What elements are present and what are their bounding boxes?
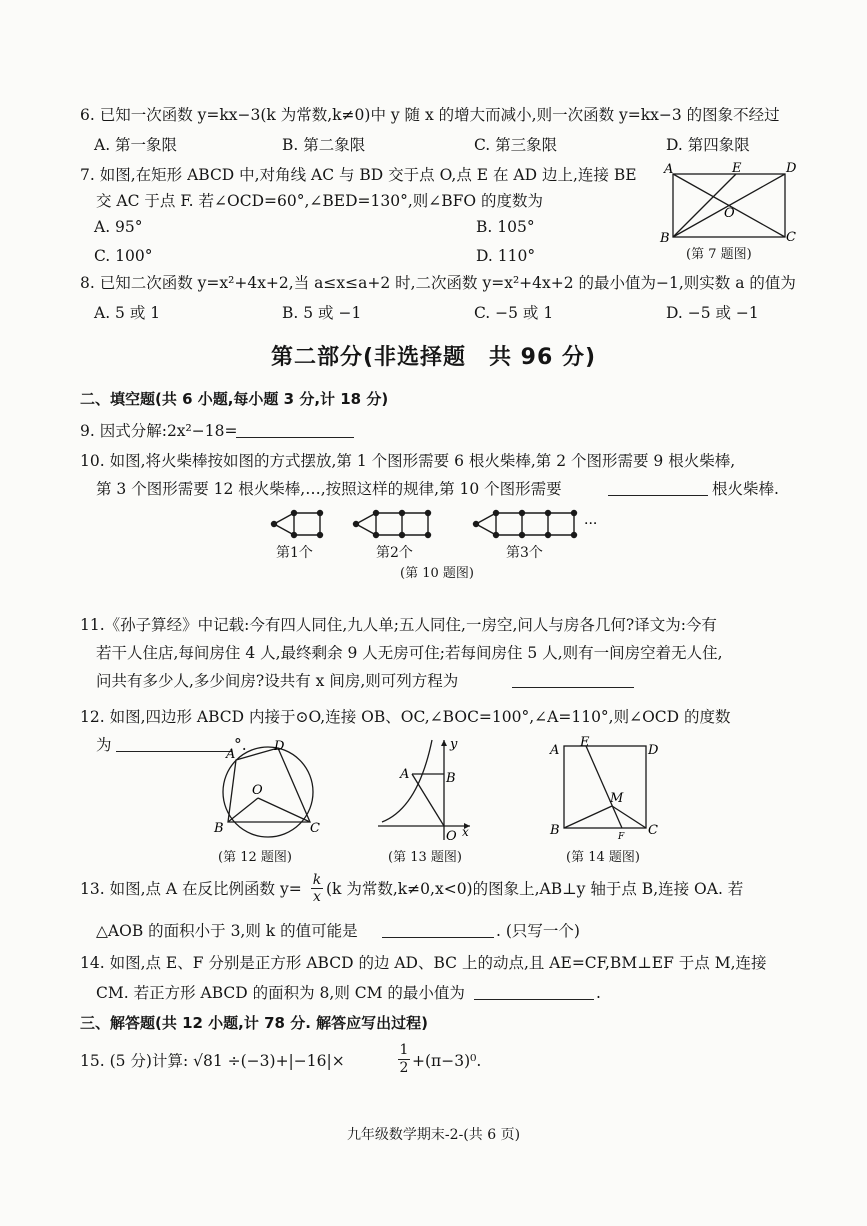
fig13-label-o: O [446, 829, 457, 844]
q13-answer-blank[interactable] [382, 937, 494, 938]
q15-part-b: +(π−3)⁰. [412, 1052, 482, 1070]
q13-frac-num: k [312, 872, 322, 888]
q11-line1: 11.《孙子算经》中记载:今有四人同住,九人单;五人同住,一房空,问人与房各几何?译文为:今有 [80, 616, 717, 634]
page-footer: 九年级数学期末-2-(共 6 页) [346, 1127, 521, 1143]
q7-label-a: A [664, 162, 674, 177]
fig12-label-d: D [274, 740, 285, 754]
q11-line3: 问共有多少人,多少间房?设共有 x 间房,则可列方程为 [96, 672, 459, 690]
q7-line2: 交 AC 于点 F. 若∠OCD=60°,∠BED=130°,则∠BFO 的度数为 [96, 192, 544, 210]
q10-matchstick-figure [262, 502, 622, 544]
q13-line1a: 13. 如图,点 A 在反比例函数 y= [80, 880, 302, 898]
q12-line2a: 为 [96, 736, 112, 754]
fig14-square-diagram [544, 736, 664, 840]
q7-label-b: B [660, 231, 670, 246]
fig14-label-m: M [610, 791, 624, 806]
fig12-label-a: A [226, 747, 236, 762]
q10-label-1: 第1个 [276, 545, 313, 561]
fig14-label-c: C [648, 823, 658, 838]
q15-frac-den: 2 [399, 1060, 409, 1076]
part2-title: 第二部分(非选择题 共 96 分) [270, 345, 597, 370]
fig13-label-x: x [462, 825, 469, 839]
q10-label-3: 第3个 [506, 545, 543, 561]
q7-caption: (第 7 题图) [686, 247, 752, 262]
q10-answer-blank[interactable] [608, 495, 708, 496]
q7-option-a: A. 95° [94, 218, 143, 236]
q13-line2a: △AOB 的面积小于 3,则 k 的值可能是 [96, 922, 358, 940]
q13-frac-den: x [313, 889, 321, 905]
q7-label-d: D [786, 161, 797, 176]
q14-line2a: CM. 若正方形 ABCD 的面积为 8,则 CM 的最小值为 [96, 984, 465, 1002]
fig13-hyperbola-diagram [374, 736, 478, 844]
q11-line2: 若干人住店,每间房住 4 人,最终剩余 9 人无房可住;若每间房住 5 人,则有一间房空着无人住, [96, 644, 723, 662]
q11-answer-blank[interactable] [512, 687, 634, 688]
q15-fraction [398, 1042, 410, 1077]
q10-label-2: 第2个 [376, 545, 413, 561]
fig13-caption: (第 13 题图) [388, 850, 462, 865]
q8-option-c: C. −5 或 1 [474, 304, 554, 322]
q9-stem: 9. 因式分解:2x²−18= [80, 422, 238, 440]
q6-option-c: C. 第三象限 [474, 136, 558, 154]
q14-line2b: . [596, 984, 601, 1002]
q8-option-b: B. 5 或 −1 [282, 304, 362, 322]
q8-option-a: A. 5 或 1 [94, 304, 161, 322]
fig12-circle-diagram [206, 740, 330, 844]
q15-part-a: 15. (5 分)计算: √81 ÷(−3)+|−16|× [80, 1052, 345, 1070]
fig14-label-b: B [550, 823, 560, 838]
fig12-label-c: C [310, 821, 320, 836]
q7-option-c: C. 100° [94, 247, 153, 265]
q6-stem: 6. 已知一次函数 y=kx−3(k 为常数,k≠0)中 y 随 x 的增大而减小,则一次函数 y=kx−3 的图象不经过 [80, 106, 780, 124]
q8-stem: 8. 已知二次函数 y=x²+4x+2,当 a≤x≤a+2 时,二次函数 y=x²+4x+2 的最小值为−1,则实数 a 的值为 [80, 274, 796, 292]
fig14-label-f: F [618, 832, 625, 840]
fig12-label-b: B [214, 821, 224, 836]
q13-line2b: . (只写一个) [496, 922, 580, 940]
q10-line2b: 根火柴棒. [712, 480, 779, 498]
fig13-label-a: A [400, 767, 410, 782]
q12-line1: 12. 如图,四边形 ABCD 内接于⊙O,连接 OB、OC,∠BOC=100°,∠A=110°,则∠OCD 的度数 [80, 708, 731, 726]
q7-line1: 7. 如图,在矩形 ABCD 中,对角线 AC 与 BD 交于点 O,点 E 在 AD 边上,连接 BE [80, 166, 637, 184]
q13-fraction [311, 872, 323, 905]
q10-caption: (第 10 题图) [400, 566, 474, 581]
q7-option-b: B. 105° [476, 218, 535, 236]
q14-answer-blank[interactable] [474, 999, 594, 1000]
q7-option-d: D. 110° [476, 247, 536, 265]
q10-line2a: 第 3 个图形需要 12 根火柴棒,…,按照这样的规律,第 10 个图形需要 [96, 480, 562, 498]
fill-in-section-header: 二、填空题(共 6 小题,每小题 3 分,计 18 分) [80, 390, 389, 408]
fig13-label-y: y [450, 737, 458, 752]
q6-option-d: D. 第四象限 [666, 136, 750, 154]
fig14-label-e: E [580, 736, 590, 750]
q13-line1b: (k 为常数,k≠0,x<0)的图象上,AB⊥y 轴于点 B,连接 OA. 若 [326, 880, 744, 898]
q9-answer-blank[interactable] [236, 437, 354, 438]
q10-ellipsis: ··· [584, 516, 598, 532]
fig14-caption: (第 14 题图) [566, 850, 640, 865]
fig14-label-a: A [550, 743, 560, 758]
fig12-caption: (第 12 题图) [218, 850, 292, 865]
q14-line1: 14. 如图,点 E、F 分别是正方形 ABCD 的边 AD、BC 上的动点,且 AE=CF,BM⊥EF 于点 M,连接 [80, 954, 767, 972]
solve-section-header: 三、解答题(共 12 小题,计 78 分. 解答应写出过程) [80, 1014, 428, 1032]
q12-line2b: °. [234, 736, 247, 754]
fig12-label-o: O [252, 783, 263, 798]
q7-label-e: E [732, 161, 742, 176]
q15-frac-num: 1 [399, 1042, 409, 1058]
q8-option-d: D. −5 或 −1 [666, 304, 759, 322]
q6-option-b: B. 第二象限 [282, 136, 366, 154]
q7-label-o: O [724, 206, 735, 221]
q7-label-c: C [786, 230, 796, 245]
fig14-label-d: D [648, 743, 659, 758]
q10-line1: 10. 如图,将火柴棒按如图的方式摆放,第 1 个图形需要 6 根火柴棒,第 2 个图形需要 9 根火柴棒, [80, 452, 736, 470]
q6-option-a: A. 第一象限 [94, 136, 178, 154]
fig13-label-b: B [446, 771, 456, 786]
